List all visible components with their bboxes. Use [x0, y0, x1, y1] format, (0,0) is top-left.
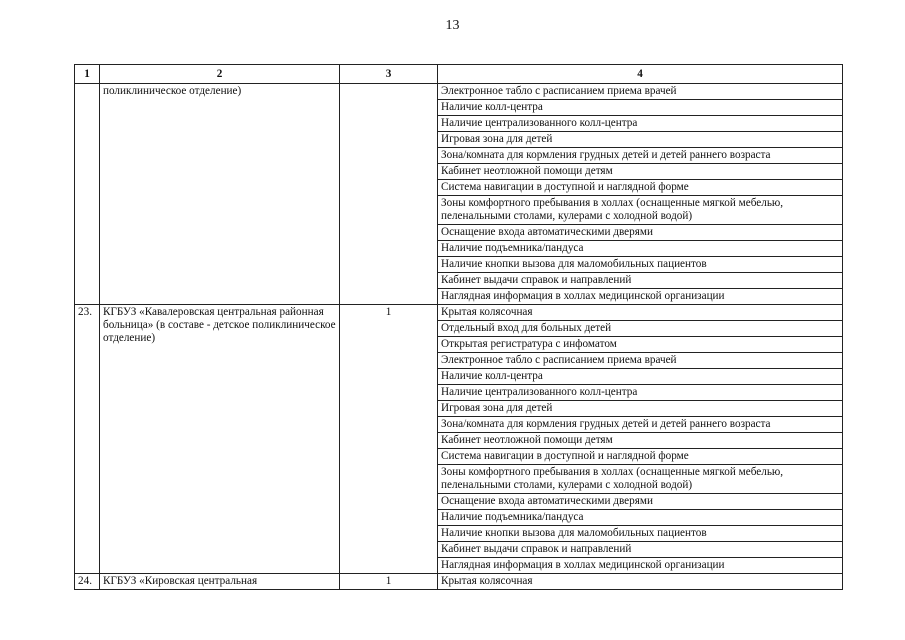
facility-item-cell: Игровая зона для детей	[438, 132, 843, 148]
facility-item-cell: Наличие кнопки вызова для маломобильных пациентов	[438, 257, 843, 273]
facility-item-cell: Система навигации в доступной и наглядной форме	[438, 449, 843, 465]
facility-item-cell: Оснащение входа автоматическими дверями	[438, 225, 843, 241]
page-number: 13	[445, 18, 460, 33]
table-row	[75, 84, 843, 100]
organization-cell: поликлиническое отделение)	[100, 84, 340, 305]
facility-item-cell: Наличие подъемника/пандуса	[438, 241, 843, 257]
facility-item-cell: Наличие колл-центра	[438, 369, 843, 385]
count-cell: 1	[340, 305, 438, 574]
facility-item-cell: Зона/комната для кормления грудных детей и детей раннего возраста	[438, 148, 843, 164]
facility-item-cell: Наличие подъемника/пандуса	[438, 510, 843, 526]
facility-item-cell: Зоны комфортного пребывания в холлах (оснащенные мягкой мебелью, пеленальными столами, кулерами с холодной водой)	[438, 465, 843, 494]
table-header-row	[75, 65, 843, 84]
facility-item-cell: Игровая зона для детей	[438, 401, 843, 417]
row-number-cell: 23.	[75, 305, 100, 574]
facility-item-cell: Наличие кнопки вызова для маломобильных пациентов	[438, 526, 843, 542]
count-cell	[340, 84, 438, 305]
facility-item-cell: Кабинет выдачи справок и направлений	[438, 273, 843, 289]
facility-item-cell: Электронное табло с расписанием приема врачей	[438, 84, 843, 100]
facility-item-cell: Кабинет неотложной помощи детям	[438, 164, 843, 180]
facilities-table	[74, 64, 843, 590]
row-number-cell	[75, 84, 100, 305]
table-body	[75, 84, 843, 590]
column-header: 1	[75, 65, 100, 84]
organization-cell: КГБУЗ «Кировская центральная	[100, 574, 340, 590]
column-header: 3	[340, 65, 438, 84]
facility-item-cell: Оснащение входа автоматическими дверями	[438, 494, 843, 510]
facility-item-cell: Электронное табло с расписанием приема врачей	[438, 353, 843, 369]
facility-item-cell: Кабинет неотложной помощи детям	[438, 433, 843, 449]
column-header: 2	[100, 65, 340, 84]
facility-item-cell: Зона/комната для кормления грудных детей и детей раннего возраста	[438, 417, 843, 433]
table-row	[75, 574, 843, 590]
facility-item-cell: Наличие колл-центра	[438, 100, 843, 116]
facility-item-cell: Наглядная информация в холлах медицинской организации	[438, 289, 843, 305]
facility-item-cell: Крытая колясочная	[438, 305, 843, 321]
count-cell: 1	[340, 574, 438, 590]
facility-item-cell: Наличие централизованного колл-центра	[438, 116, 843, 132]
facility-item-cell: Наличие централизованного колл-центра	[438, 385, 843, 401]
facility-item-cell: Наглядная информация в холлах медицинской организации	[438, 558, 843, 574]
facility-item-cell: Кабинет выдачи справок и направлений	[438, 542, 843, 558]
facility-item-cell: Крытая колясочная	[438, 574, 843, 590]
organization-cell: КГБУЗ «Кавалеровская центральная районная больница» (в составе - детское поликлиническое отделение)	[100, 305, 340, 574]
facility-item-cell: Отдельный вход для больных детей	[438, 321, 843, 337]
row-number-cell: 24.	[75, 574, 100, 590]
facility-item-cell: Зоны комфортного пребывания в холлах (оснащенные мягкой мебелью, пеленальными столами, кулерами с холодной водой)	[438, 196, 843, 225]
facility-item-cell: Система навигации в доступной и наглядной форме	[438, 180, 843, 196]
table-row	[75, 305, 843, 321]
column-header: 4	[438, 65, 843, 84]
facility-item-cell: Открытая регистратура с инфоматом	[438, 337, 843, 353]
